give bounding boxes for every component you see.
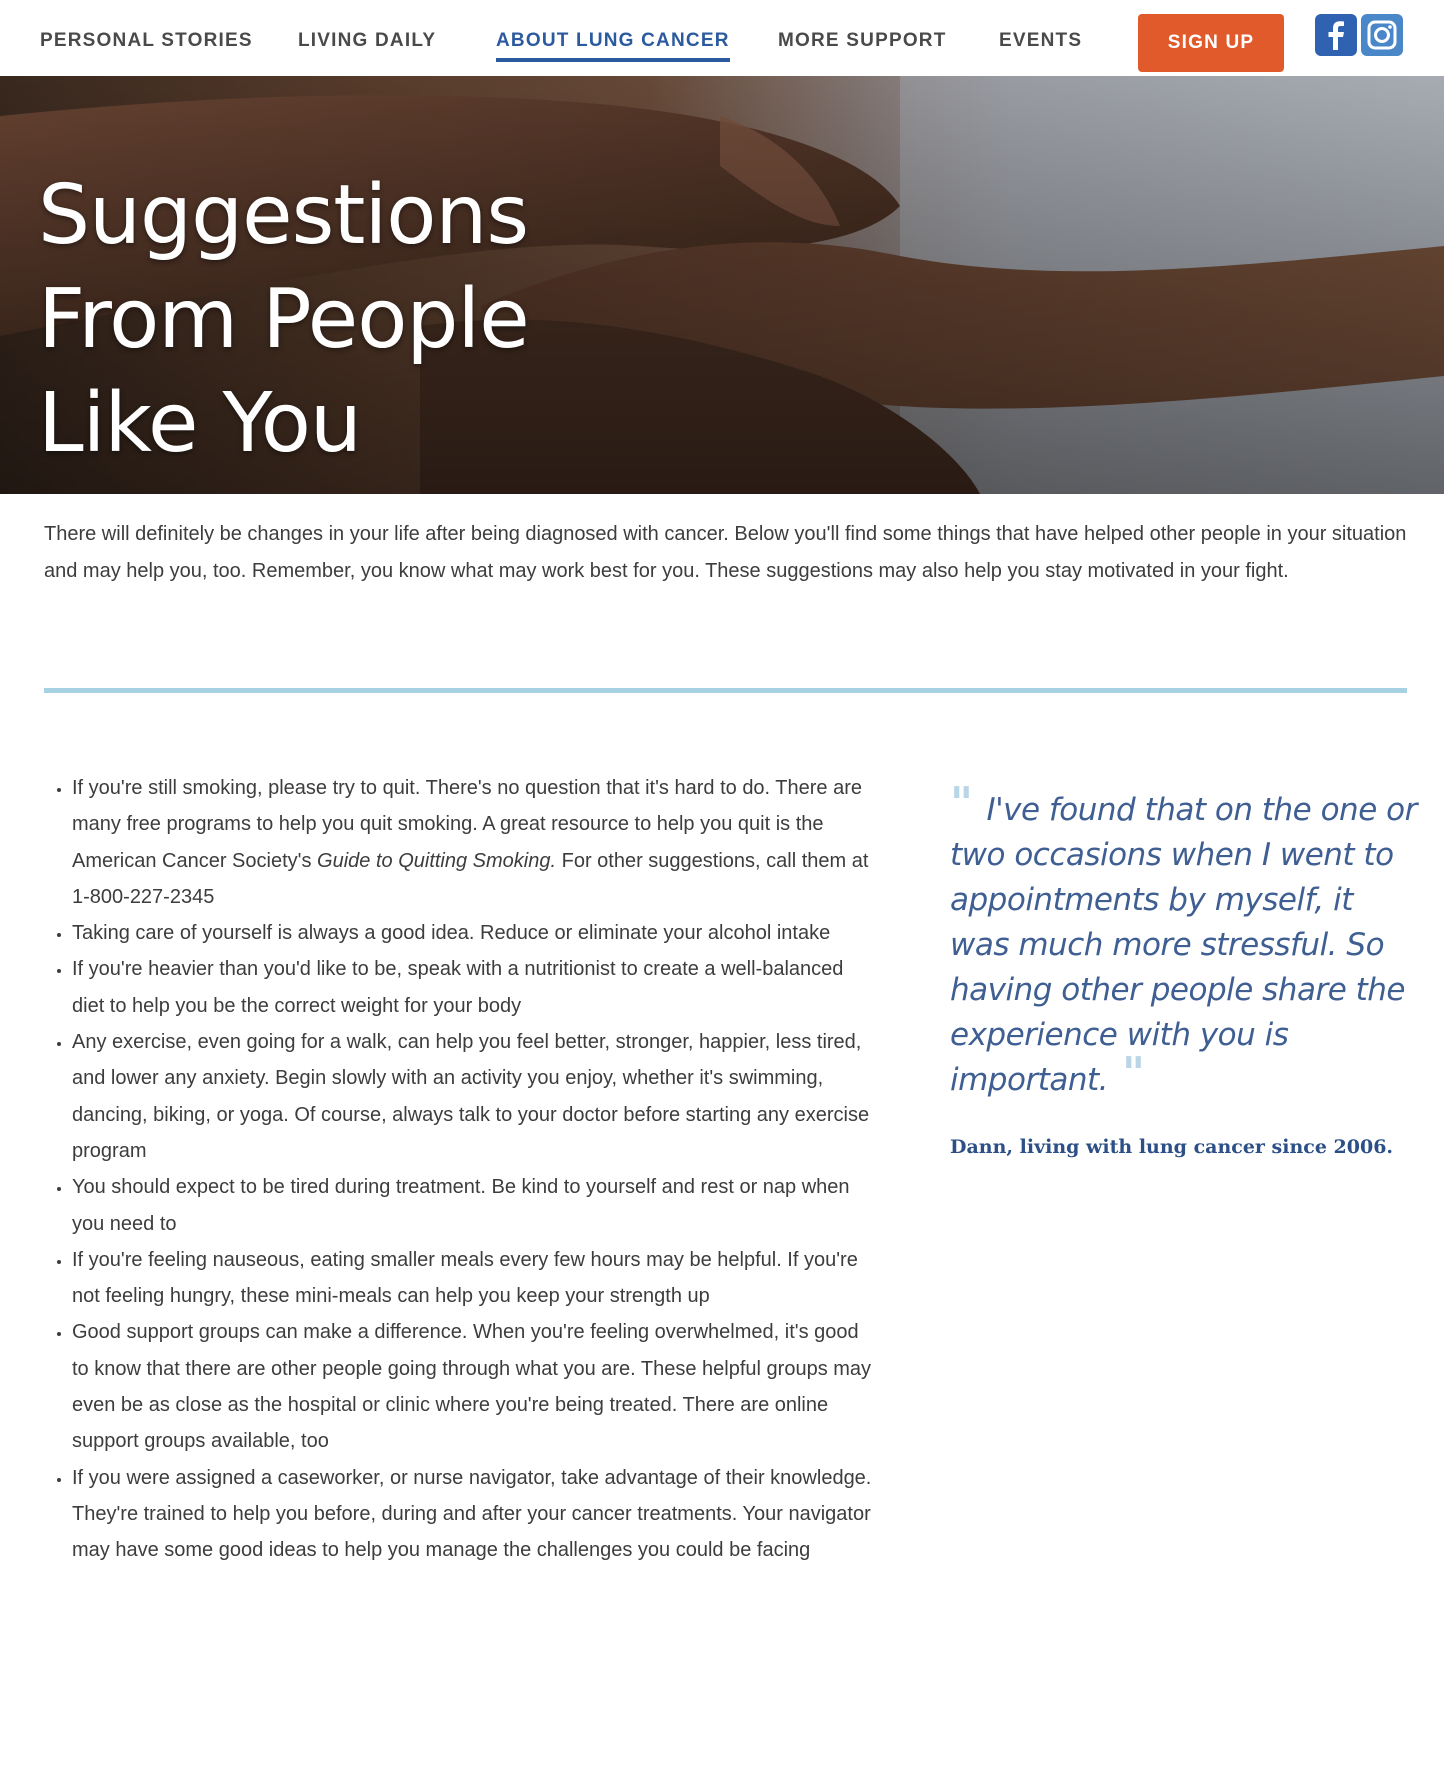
- sign-up-button[interactable]: SIGN UP: [1138, 14, 1284, 72]
- hero-banner: [0, 76, 1444, 494]
- quote-attribution: Dann, living with lung cancer since 2006.: [950, 1136, 1394, 1158]
- top-nav: [0, 0, 1444, 76]
- pull-quote: [950, 778, 1420, 1103]
- open-quote-icon: ": [950, 778, 973, 829]
- quote-text: I've found that on the one or two occasions when I went to appointments by myself, it was much more stressful. So having other people share the experience with you is important.: [950, 792, 1417, 1098]
- nav-about-lung-cancer[interactable]: ABOUT LUNG CANCER: [496, 30, 730, 51]
- nav-more-support[interactable]: MORE SUPPORT: [778, 30, 947, 51]
- list-item: • You should expect to be tired during treatment. Be kind to yourself and rest or nap when you need to: [72, 1169, 872, 1242]
- list-item: • If you're heavier than you'd like to be, speak with a nutritionist to create a well-balanced diet to help you be the correct weight for your body: [72, 951, 872, 1024]
- list-item-text: If you're still smoking, please try to quit. There's no question that it's hard to do. There are many free programs to help you quit smoking. A great resource to help you quit is the American Cancer Society's: [72, 777, 863, 872]
- nav-personal-stories[interactable]: PERSONAL STORIES: [40, 30, 253, 51]
- instagram-icon[interactable]: [1361, 14, 1403, 56]
- list-item: [72, 770, 872, 915]
- close-quote-icon: ": [1122, 1048, 1145, 1099]
- suggestions-list: [44, 770, 872, 1569]
- list-item: • Good support groups can make a difference. When you're feeling overwhelmed, it's good to know that there are other people going through what you are. These helpful groups may even be as close as the hospital or clinic where you're being treated. There are online support groups available, too: [72, 1314, 872, 1459]
- facebook-icon[interactable]: [1315, 14, 1357, 56]
- nav-events[interactable]: EVENTS: [999, 30, 1083, 51]
- nav-living-daily[interactable]: LIVING DAILY: [298, 30, 437, 51]
- list-item: • Taking care of yourself is always a good idea. Reduce or eliminate your alcohol intake: [72, 915, 872, 951]
- intro-paragraph: There will definitely be changes in your life after being diagnosed with cancer. Below you'll find some things that have helped other people in your situation and may help you, too. Remember, you know what may work best for you. These suggestions may also help you stay motivated in your fight.: [44, 523, 1407, 582]
- section-divider: [44, 688, 1407, 693]
- list-item: • If you're feeling nauseous, eating smaller meals every few hours may be helpful. If you're not feeling hungry, these mini-meals can help you keep your strength up: [72, 1242, 872, 1315]
- page-title: Suggestions From People Like You: [38, 168, 529, 471]
- list-item-text: For other suggestions, call them at 1-800-227-2345: [72, 849, 869, 908]
- list-item: • Any exercise, even going for a walk, can help you feel better, stronger, happier, less tired, and lower any anxiety. Begin slowly with an activity you enjoy, whether it's swimming, dancing, biking, or yoga. Of course, always talk to your doctor before starting any exercise program: [72, 1024, 872, 1169]
- list-item: • If you were assigned a caseworker, or nurse navigator, take advantage of their knowledge. They're trained to help you before, during and after your cancer treatments. Your navigator may have some good ideas to help you manage the challenges you could be facing: [72, 1460, 872, 1569]
- guide-title: Guide to Quitting Smoking.: [317, 849, 557, 872]
